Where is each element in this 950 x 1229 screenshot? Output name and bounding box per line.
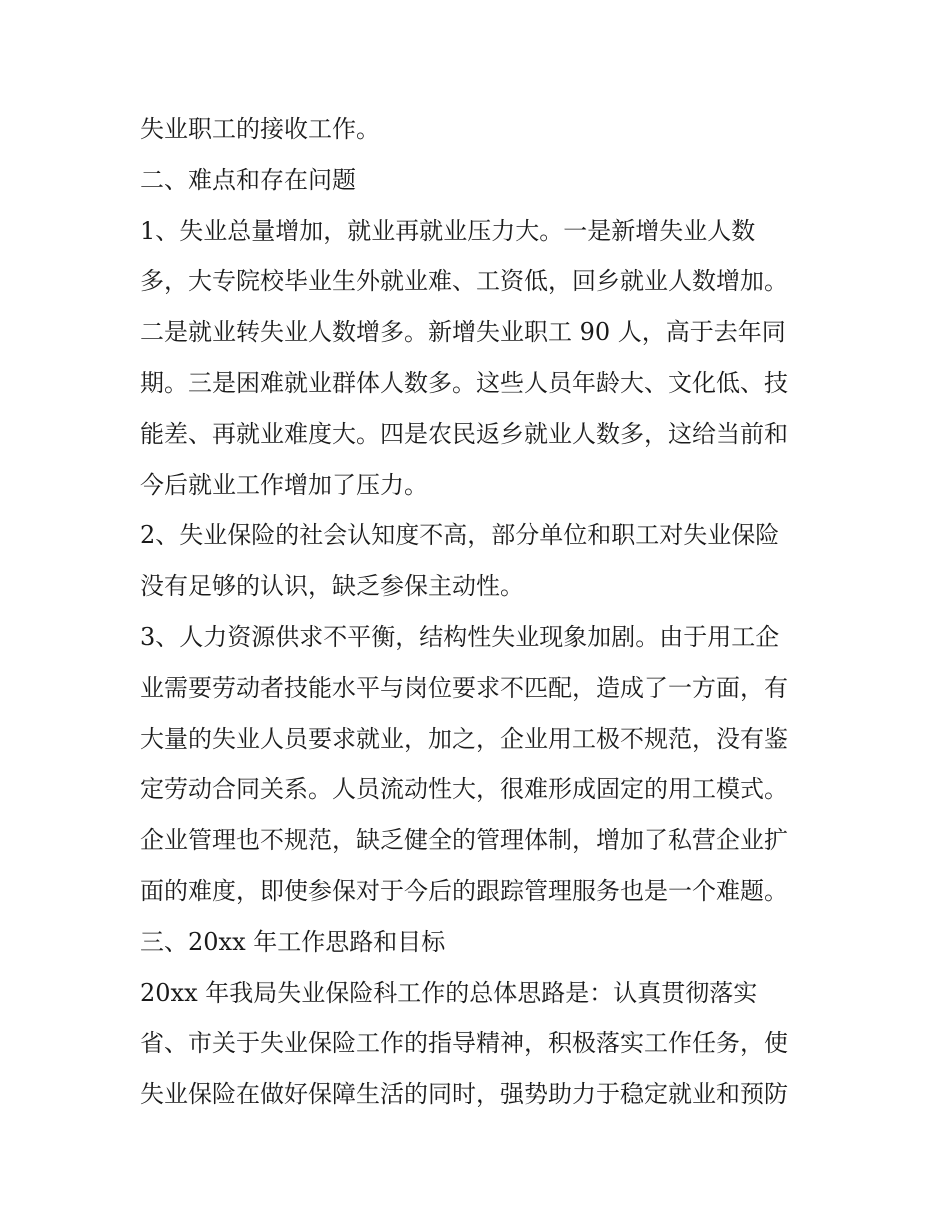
text-line: 失业职工的接收工作。: [140, 115, 380, 143]
text-line: 面的难度，即使参保对于今后的跟踪管理服务也是一个难题。: [140, 876, 788, 905]
document-body: [140, 104, 820, 1120]
text-line: 大量的失业人员要求就业，加之，企业用工极不规范，没有鉴: [140, 724, 788, 753]
text-line: 二是就业转失业人数增多。新增失业职工 90 人，高于去年同: [140, 318, 786, 347]
text-line: 省、市关于失业保险工作的指导精神，积极落实工作任务，使: [140, 1029, 788, 1058]
text-line: 2、失业保险的社会认知度不高，部分单位和职工对失业保险: [140, 521, 780, 550]
section-heading: 三、20xx 年工作思路和目标: [140, 927, 446, 956]
text-line: 没有足够的认识，缺乏参保主动性。: [140, 572, 524, 601]
text-line: 定劳动合同关系。人员流动性大，很难形成固定的用工模式。: [140, 775, 788, 804]
text-line: 多，大专院校毕业生外就业难、工资低，回乡就业人数增加。: [140, 267, 788, 296]
text-line: 20xx 年我局失业保险科工作的总体思路是：认真贯彻落实: [140, 978, 758, 1007]
text-line: 失业保险在做好保障生活的同时，强势助力于稳定就业和预防: [140, 1080, 788, 1109]
text-line: 能差、再就业难度大。四是农民返乡就业人数多，这给当前和: [140, 419, 788, 448]
text-line: 3、人力资源供求不平衡，结构性失业现象加剧。由于用工企: [140, 622, 780, 651]
text-line: 1、失业总量增加，就业再就业压力大。一是新增失业人数: [140, 216, 756, 245]
text-line: 业需要劳动者技能水平与岗位要求不匹配，造成了一方面，有: [140, 673, 788, 702]
text-line: 企业管理也不规范，缺乏健全的管理体制，增加了私营企业扩: [140, 826, 788, 855]
text-line: 今后就业工作增加了压力。: [140, 470, 428, 499]
text-line: 期。三是困难就业群体人数多。这些人员年龄大、文化低、技: [140, 368, 788, 397]
section-heading: 二、难点和存在问题: [140, 165, 356, 194]
